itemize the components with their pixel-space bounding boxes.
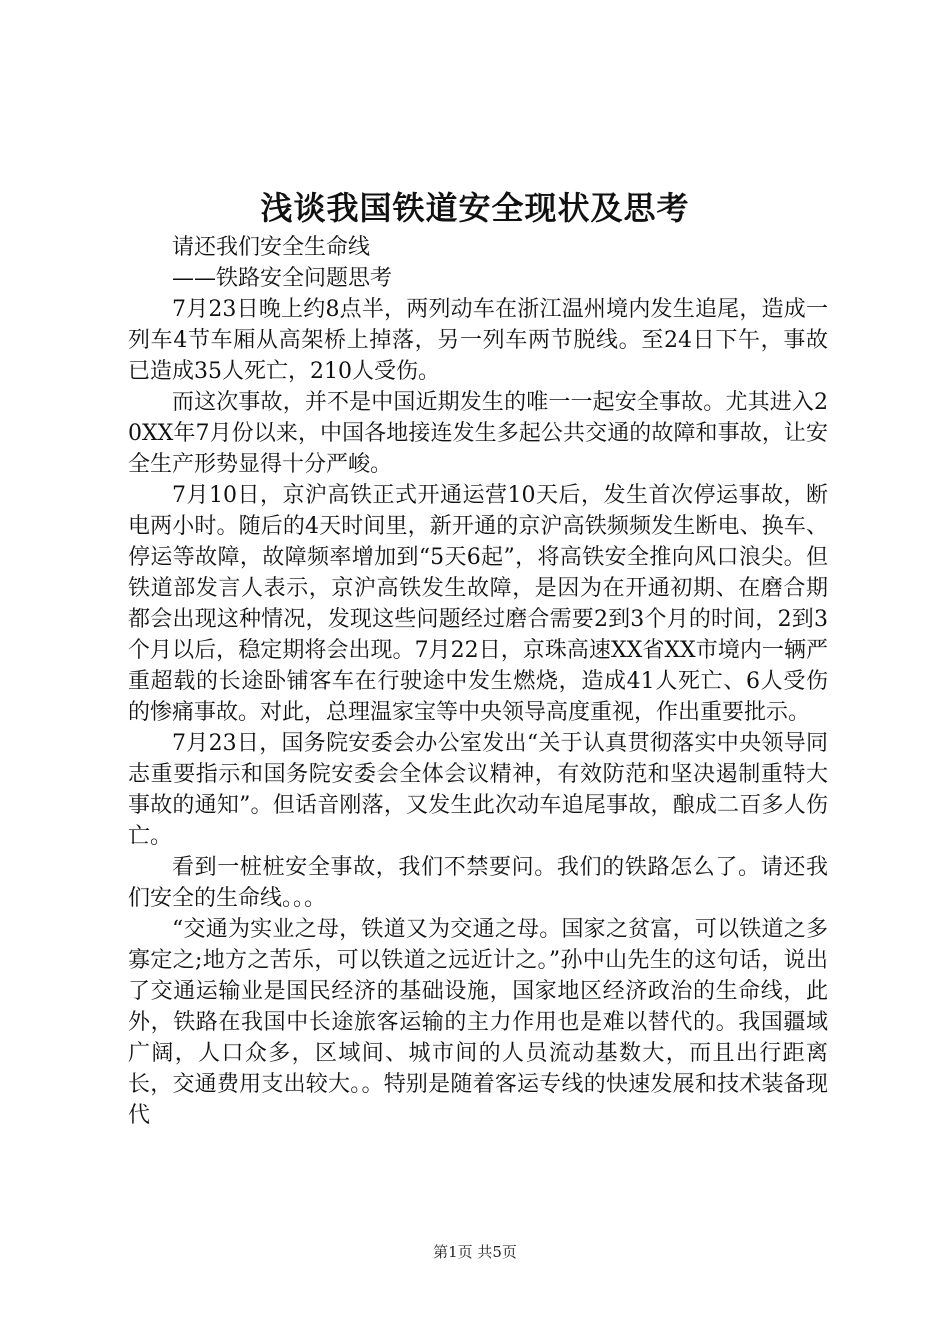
body-paragraph: “交通为实业之母，铁道又为交通之母。国家之贫富，可以铁道之多寡定之;地方之苦乐，可以铁道之远近计之。”孙中山先生的这句话，说出了交通运输业是国民经济的基础设施，国家地区经济政治的生命线，此外，铁路在我国中长途旅客运输的主力作用也是难以替代的。我国疆域广阔，人口众多，区域间、城市间的人员流动基数大，而且出行距离长，交通费用支出较大。。特别是随着客运专线的快速发展和技术装备现代 — [128, 917, 828, 1128]
body-paragraph: ——铁路安全问题思考 — [172, 266, 393, 291]
body-paragraph: 7月10日，京沪高铁正式开通运营10天后，发生首次停运事故，断电两小时。随后的4天时间里，新开通的京沪高铁频频发生断电、换车、停运等故障，故障频率增加到“5天6起”，将高铁安全推向风口浪尖。但铁道部发言人表示，京沪高铁发生故障，是因为在开通初期、在磨合期都会出现这种情况，发现这些问题经过磨合需要2到3个月的时间，2到3个月以后，稳定期将会出现。7月22日，京珠高速XX省XX市境内一辆严重超载的长途卧铺客车在行驶途中发生燃烧，造成41人死亡、6人受伤的惨痛事故。对此，总理温家宝等中央领导高度重视，作出重要批示。 — [128, 483, 828, 725]
body-paragraph: 看到一桩桩安全事故，我们不禁要问。我们的铁路怎么了。请还我们安全的生命线。。。 — [128, 855, 828, 911]
body-paragraph: 7月23日，国务院安委会办公室发出“关于认真贯彻落实中央领导同志重要指示和国务院安委会全体会议精神，有效防范和坚决遏制重特大事故的通知”。但话音刚落，又发生此次动车追尾事故，酿成二百多人伤亡。 — [128, 731, 828, 849]
body-paragraph: 请还我们安全生命线 — [172, 235, 371, 260]
document-title: 浅谈我国铁道安全现状及思考 — [260, 189, 690, 227]
page-footer: 第1页 共5页 — [433, 1243, 517, 1261]
body-paragraph: 而这次事故，并不是中国近期发生的唯一一起安全事故。尤其进入20XX年7月份以来，中国各地接连发生多起公共交通的故障和事故，让安全生产形势显得十分严峻。 — [128, 390, 828, 477]
body-paragraph: 7月23日晚上约8点半，两列动车在浙江温州境内发生追尾，造成一列车4节车厢从高架桥上掉落，另一列车两节脱线。至24日下午，事故已造成35人死亡，210人受伤。 — [128, 297, 828, 384]
document-body — [128, 232, 828, 1131]
